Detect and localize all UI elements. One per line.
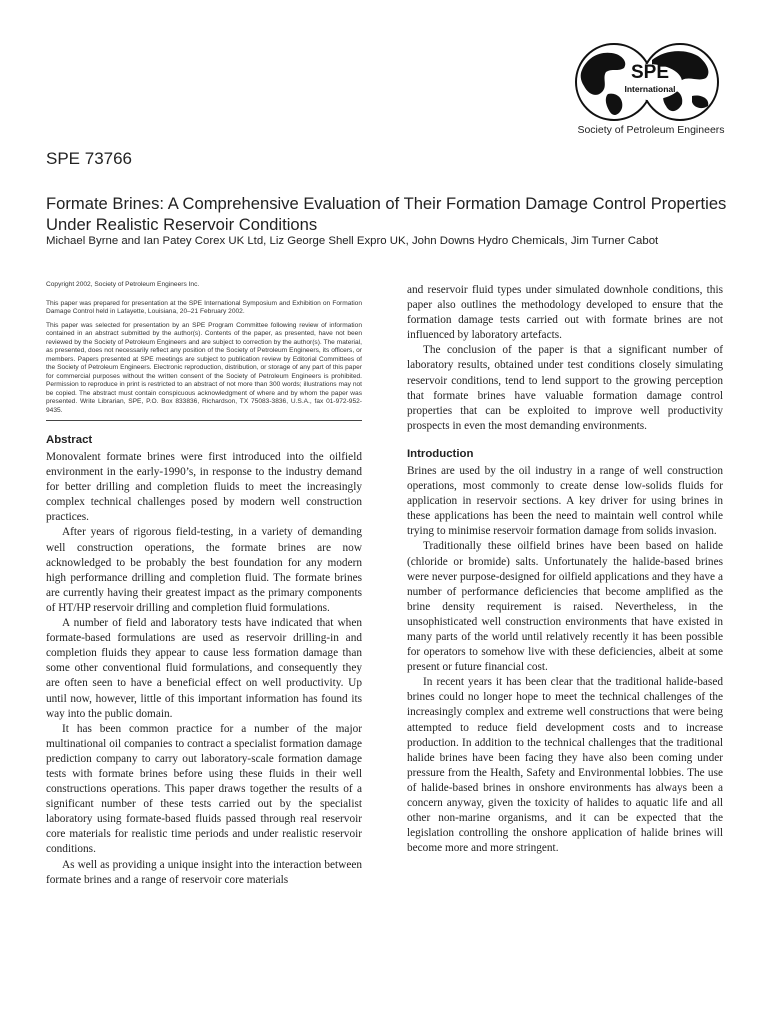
presentation-notice: This paper was prepared for presentation at the SPE International Symposium and Exhibition on Formation Damage Control held in Lafayette, Louisiana, 20–21 February 2002. [46,299,362,315]
author-list: Michael Byrne and Ian Patey Corex UK Ltd, Liz George Shell Expro UK, John Downs Hydro Chemicals, Jim Turner Cabot [46,235,659,247]
copyright-notice: Copyright 2002, Society of Petroleum Engineers Inc. [46,281,200,288]
introduction-paragraph: Brines are used by the oil industry in a range of well construction operations, most commonly to create dense low-solids fluids for application in reservoir sections. A key driver for using brines in these applications has been the need to maintain well control while trying to minimise reservoir formation damage from solids invasion. [407,464,723,538]
spe-logo [572,42,725,142]
paper-number: SPE 73766 [46,149,133,168]
selection-notice: This paper was selected for presentation by an SPE Program Committee following review of information contained in an abstract submitted by the author(s). Contents of the paper, as presented, have not been reviewed by the Society of Petroleum Engineers and are subject to correction by the author(s). The material, as presented, does not necessarily reflect any position of the Society of Petroleum Engineers, its officers, or members. Papers presented at SPE meetings are subject to publication review by Editorial Committees of the Society of Petroleum Engineers. Electronic reproduction, distribution, or storage of any part of this paper for commercial purposes without the written consent of the Society of Petroleum Engineers is prohibited. Permission to reproduce in print is restricted to an abstract of not more than 300 words; illustrations may not be copied. The abstract must contain conspicuous acknowledgment of where and by whom the paper was presented. Write Librarian, SPE, P.O. Box 833836, Richardson, TX 75083-3836, U.S.A., fax 01-972-952-9435. [46,321,362,414]
abstract-paragraph: As well as providing a unique insight into the interaction between formate brines and a range of reservoir core materials [46,858,362,886]
abstract-continuation: and reservoir fluid types under simulated downhole conditions, this paper also outlines the methodology developed to ensure that the formation damage tests carried out with formate brines are not influenced by laboratory artefacts. [407,284,723,342]
logo-text: SPE [630,62,670,83]
abstract-paragraph: After years of rigorous field-testing, in a variety of demanding well construction operations, the formate brines are now acknowledged to be probably the best foundation for any modern high performance drilling and completion fluid. The formate brines are currently having their greatest impact as the primary components of HT/HP reservoir drilling and completion fluid formulations. [46,526,362,614]
abstract-paragraph: It has been common practice for a number of the major multinational oil companies to contract a specialist formation damage prediction company to carry out laboratory-scale formation damage tests with formate brines before using these fluids in their well constructions operations. This paper draws together the results of a significant number of these tests carried out by the specialist laboratory using formate-based fluids passed through real reservoir core materials for realistic time periods and under realistic reservoir conditions. [46,722,362,856]
right-column [407,283,723,856]
introduction-paragraph: Traditionally these oilfield brines have been based on halide (chloride or bromide) salts. Unfortunately the halide-based brines were never purpose-designed for oilfield applications and they have a number of performance deficiencies that become amplified as the brine density requirement is raised. Nevertheless, in the unsophisticated well construction environments that have existed in many parts of the world until relatively recently it has been possible for operators to somehow live with these deficiencies, albeit at some present or future financial cost. [407,540,723,674]
abstract-heading: Abstract [46,434,93,446]
introduction-paragraph: In recent years it has been clear that the traditional halide-based brines could no longer hope to meet the technical challenges of the increasingly complex and extreme well constructions that were being attempted to reduce field development costs and to increase production. In addition to the technical challenges that the traditional halide brines have been facing they have also been coming under pressure from the Health, Safety and Environmental lobbies. The use of halide-based brines in onshore environments has always been a concern anyway, given the toxicity of halides to aquatic life and all other non-marine organisms, and it can be expected that the legislation controlling the onshore application of halide brines will become more and more stringent. [407,676,723,855]
introduction-heading: Introduction [407,447,474,460]
logo-caption: Society of Petroleum Engineers [577,124,725,136]
abstract-paragraph: A number of field and laboratory tests have indicated that when formate-based formulations are used as reservoir drilling-in and completion fluids they appear to cause less formation damage than some other conventional fluid formulations, and consequently they are often seen to have a beneficial effect on well productivity. Up until now, however, little of this important information has found its way into the public domain. [46,617,362,720]
left-column [46,281,362,888]
front-matter-divider [46,420,362,421]
logo-subtext: International [624,84,676,94]
paper-title: Formate Brines: A Comprehensive Evaluation of Their Formation Damage Control Properties Under Realistic Reservoir Conditions [46,194,727,234]
abstract-paragraph: Monovalent formate brines were first introduced into the oilfield environment in the early-1990’s, in response to the industry demand for better drilling and completion fluids to meet the increasingly complex technical challenges posed by modern well construction practices. [46,451,362,524]
abstract-continuation: The conclusion of the paper is that a significant number of laboratory results, obtained under test conditions closely simulating reservoir conditions, tend to lend support to the growing perception that formate brines have valuable formation damage control properties that can be exploited to improve well productivity prospects in even the most demanding environments. [407,344,723,432]
